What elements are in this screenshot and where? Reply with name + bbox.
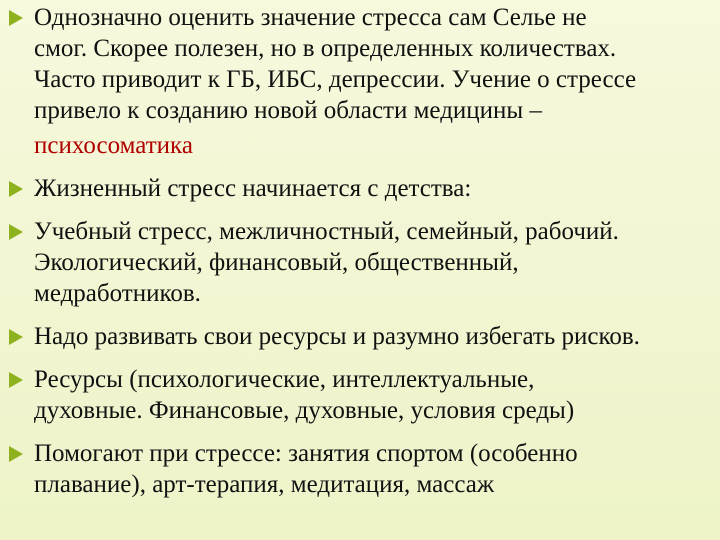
triangle-bullet-icon <box>9 372 23 388</box>
bullet-text-line: Надо развивать свои ресурсы и разумно избегать рисков. <box>34 323 640 350</box>
bullet-item-6 <box>0 438 720 500</box>
bullet-item-1 <box>0 2 720 161</box>
bullet-item-2 <box>0 173 720 204</box>
triangle-bullet-icon <box>9 446 23 462</box>
bullet-item-5 <box>0 364 720 426</box>
bullet-text-line: Учебный стресс, межличностный, семейный, рабочий. <box>34 218 619 245</box>
bullet-text-line: привело к созданию новой области медицины – <box>34 97 542 124</box>
bullet-text-line: духовные. Финансовые, духовные, условия среды) <box>34 397 575 424</box>
bullet-text-line: смог. Скорее полезен, но в определенных количествах. <box>34 35 617 62</box>
bullet-text-line: Ресурсы (психологические, интеллектуальные, <box>34 366 535 393</box>
triangle-bullet-icon <box>9 329 23 345</box>
bullet-text-line: Помогают при стрессе: занятия спортом (особенно <box>34 440 578 467</box>
triangle-bullet-icon <box>9 224 23 240</box>
bullet-text-line: Жизненный стресс начинается с детства: <box>34 175 472 202</box>
bullet-text-line: Однозначно оценить значение стресса сам Селье не <box>34 4 587 31</box>
bullet-text-line: медработников. <box>34 280 201 307</box>
triangle-bullet-icon <box>9 181 23 197</box>
bullet-item-4 <box>0 321 720 352</box>
bullet-item-3 <box>0 216 720 309</box>
bullet-text-line: плавание), арт-терапия, медитация, массаж <box>34 471 495 498</box>
triangle-bullet-icon <box>9 10 23 26</box>
accent-term: психосоматика <box>34 132 193 159</box>
bullet-text-line: Часто приводит к ГБ, ИБС, депрессии. Учение о стрессе <box>34 66 637 93</box>
bullet-text-line: Экологический, финансовый, общественный, <box>34 249 519 276</box>
bullet-list <box>0 2 720 512</box>
